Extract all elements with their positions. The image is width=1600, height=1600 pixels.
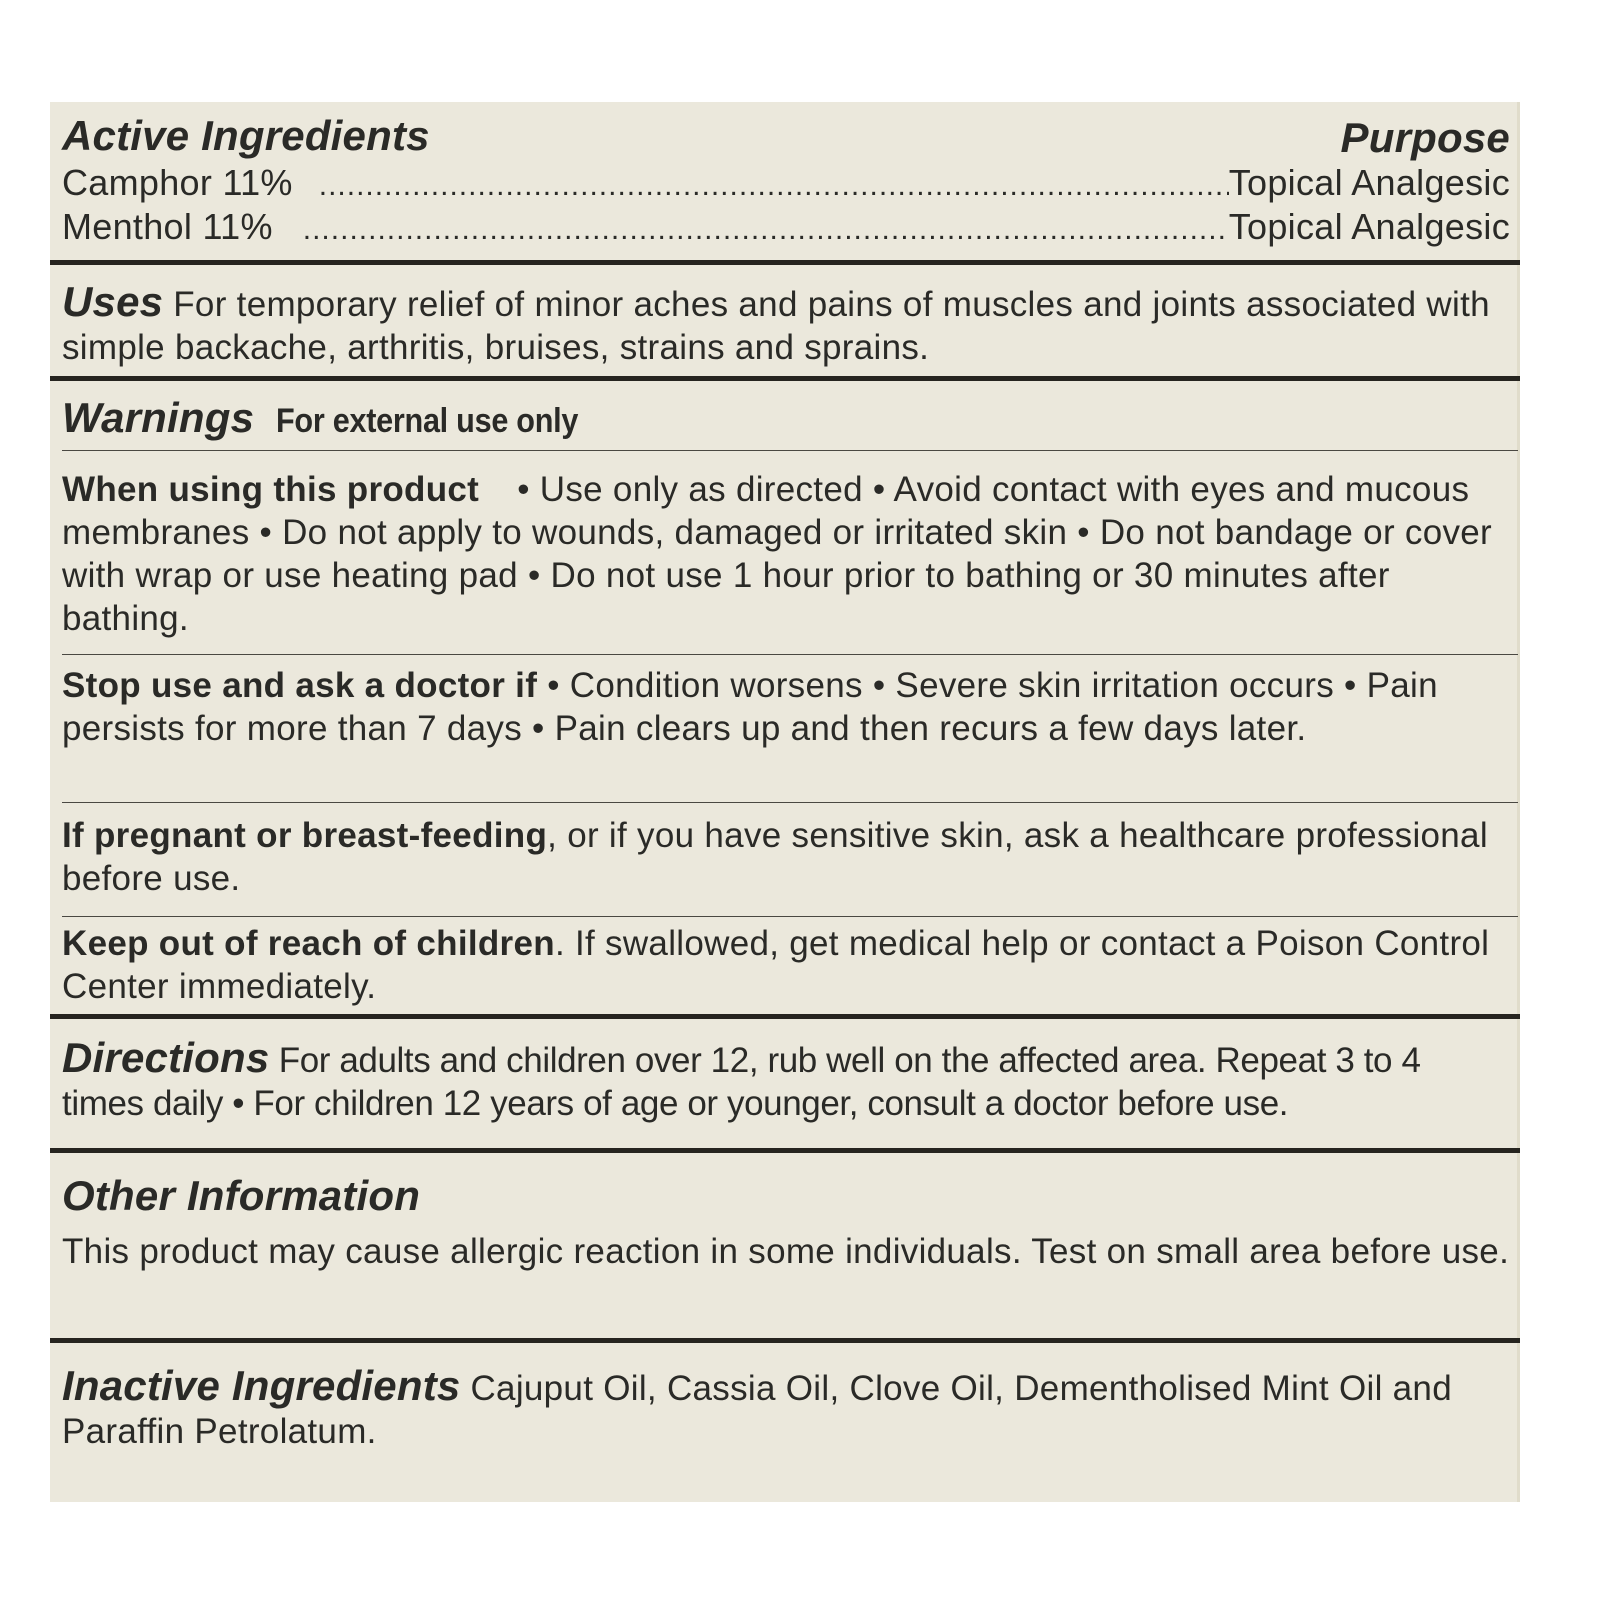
bullet-item: • Do not bandage or cover with wrap or use heating pad <box>62 513 1493 595</box>
when-using-lead: When using this product <box>62 470 480 509</box>
section-divider <box>50 1014 1520 1019</box>
uses-heading: Uses <box>62 278 164 325</box>
ingredient-row <box>62 162 1510 206</box>
bullet-item: • Avoid contact with eyes and mucous membranes <box>62 470 1470 552</box>
subsection-divider <box>62 654 1518 655</box>
inactive-ingredients-heading: Inactive Ingredients <box>62 1362 461 1409</box>
ingredient-name: Camphor 11% <box>62 162 293 203</box>
ingredient-purpose: Topical Analgesic <box>1228 162 1510 203</box>
directions-text: For adults and children over 12, rub well on the affected area. Repeat 3 to 4 times daily • For children 12 years of age or younger, consult a doctor before use. <box>62 1041 1421 1123</box>
other-information-text: This product may cause allergic reaction in some individuals. Test on small area before use. <box>62 1232 1510 1271</box>
inactive-ingredients-text: Cajuput Oil, Cassia Oil, Clove Oil, Dementholised Mint Oil and Paraffin Petrolatum. <box>62 1369 1452 1451</box>
active-ingredients-section <box>50 102 1520 262</box>
stop-use-section <box>62 664 1510 750</box>
keep-out-lead: Keep out of reach of children <box>62 924 555 963</box>
when-using-section <box>62 468 1510 640</box>
bullet-item: • Condition worsens <box>547 666 863 705</box>
section-divider <box>50 1338 1520 1343</box>
directions-section <box>62 1036 1510 1125</box>
pregnant-lead: If pregnant or breast-feeding <box>62 816 548 855</box>
subsection-divider <box>62 450 1518 451</box>
bullet-item: • Pain persists for more than 7 days <box>62 666 1438 748</box>
bullet-item: • Pain clears up and then recurs a few days later. <box>532 709 1307 748</box>
bullet-item: • Use only as directed <box>517 470 863 509</box>
ingredient-row <box>62 206 1510 250</box>
leader-dots <box>319 169 1229 203</box>
purpose-heading: Purpose <box>1340 114 1510 161</box>
leader-dots <box>303 213 1229 247</box>
keep-out-section <box>62 922 1510 1008</box>
section-divider <box>50 1148 1520 1153</box>
other-information-section <box>62 1172 1510 1273</box>
directions-heading: Directions <box>62 1034 270 1081</box>
bullet-item: • Do not use 1 hour prior to bathing or 30 minutes after bathing. <box>62 556 1390 638</box>
bullet-item: • Do not apply to wounds, damaged or irritated skin <box>259 513 1068 552</box>
ingredient-purpose: Topical Analgesic <box>1228 206 1510 247</box>
uses-section <box>62 280 1510 369</box>
ingredient-name: Menthol 11% <box>62 206 273 247</box>
warnings-heading: Warnings <box>62 394 255 441</box>
inactive-ingredients-section <box>62 1364 1510 1453</box>
pregnant-text: , or if you have sensitive skin, ask a healthcare professional before use. <box>62 816 1488 898</box>
active-ingredients-heading: Active Ingredients <box>62 112 430 159</box>
stop-use-lead: Stop use and ask a doctor if <box>62 666 538 705</box>
warnings-header <box>62 394 1510 442</box>
subsection-divider <box>62 916 1518 917</box>
subsection-divider <box>62 802 1518 803</box>
pregnant-section <box>62 814 1510 900</box>
section-divider <box>50 260 1520 265</box>
keep-out-text: . If swallowed, get medical help or contact a Poison Control Center immediately. <box>62 924 1490 1006</box>
warnings-subheading: For external use only <box>276 402 579 440</box>
drug-facts-panel <box>50 102 1520 1502</box>
other-information-heading: Other Information <box>62 1172 421 1219</box>
active-ingredients-header <box>62 112 1510 162</box>
section-divider <box>50 376 1520 381</box>
bullet-item: • Severe skin irritation occurs <box>872 666 1334 705</box>
uses-text: For temporary relief of minor aches and pains of muscles and joints associated with simple backache, arthritis, bruises, strains and sprains. <box>62 285 1490 367</box>
